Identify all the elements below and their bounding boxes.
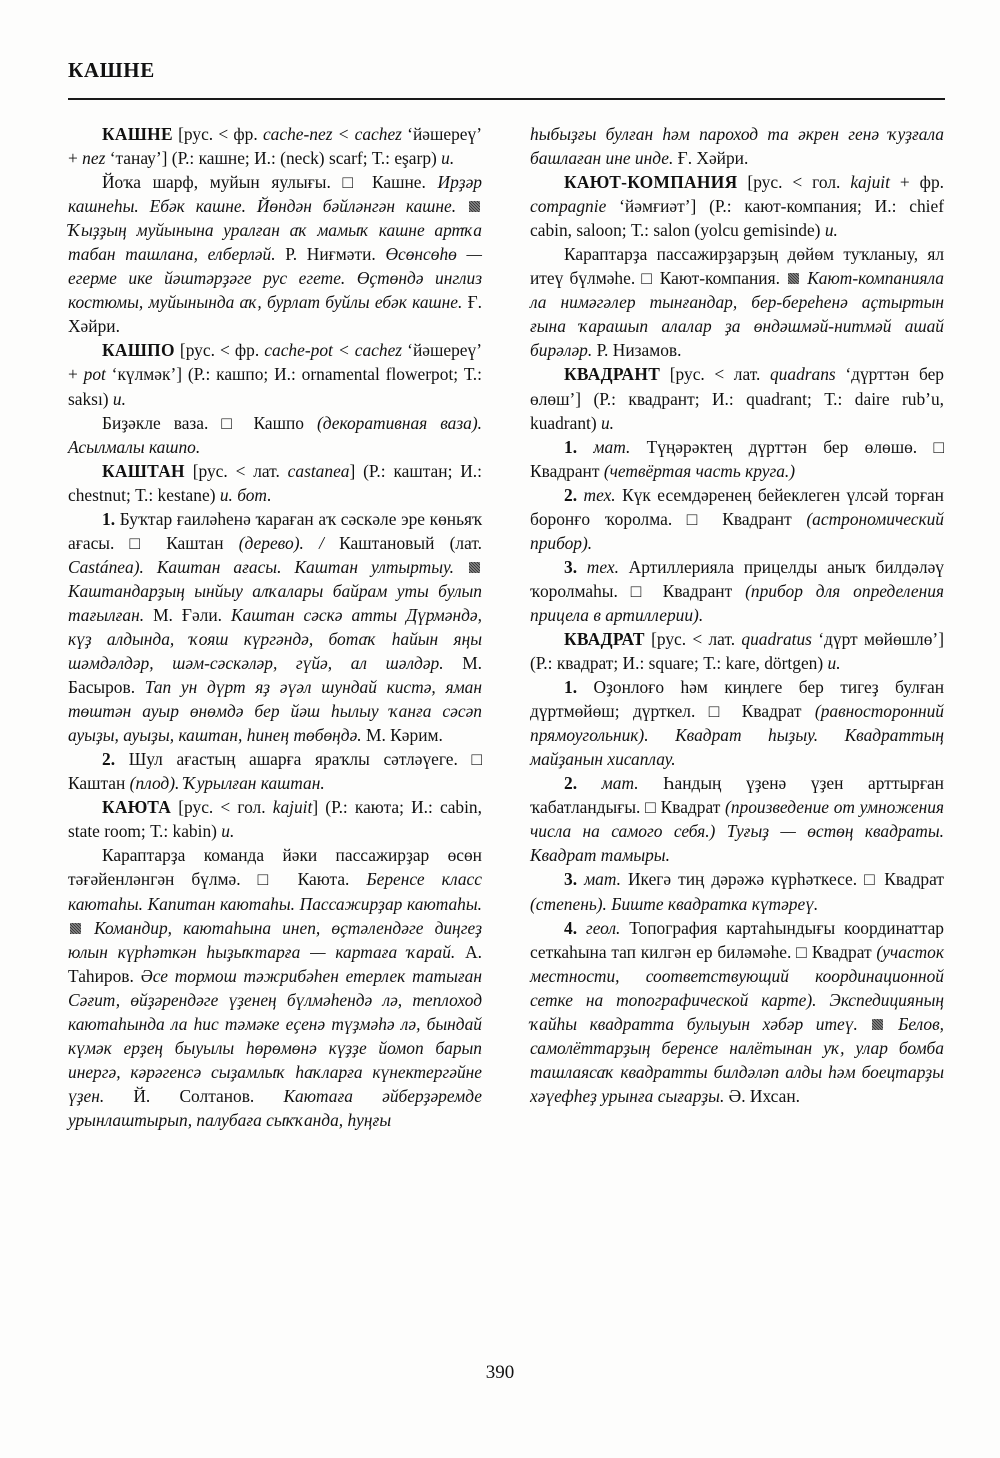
etymology-source-italic: quadrans (769, 364, 836, 385)
entry-kvadrant-sense-3 (530, 555, 944, 627)
right-column (530, 122, 944, 1132)
etymology-rest-2: ‘дүрт мөйөшлө’] (Р.: квадрат; И.: square; Т.: kare, dörtgen) (530, 628, 944, 674)
gloss-italic: (прибор для определения прицела в артиллерии). (530, 580, 944, 625)
citation-source: Р. Ниғмәти. (285, 244, 386, 265)
etymology-open: [рус. < лат. (660, 364, 770, 385)
entry-kvadrat-sense-2 (530, 771, 944, 867)
citation-quote-2: Әсе тормош тәжрибәһен етерлек татыған Сәғит, өйҙәрендәге үҙенең бүлмәһендә лә, теплоход каютаһында ла һис тәмәке еҫенә түҙмәһә лә, бындай күмәк ерҙең быуылы һөрөмөнә күҙҙе йомоп барып инергә, кәрәгенсә сыҙамлыҡ һаҡларға күнектергәйне үҙен. (68, 965, 482, 1106)
etymology-source-italic-2: nez (82, 148, 106, 169)
domain-label: мат. (601, 773, 639, 794)
entry-kvadrant-sense-2 (530, 483, 944, 555)
gloss-plain: Каштановый (лат. (339, 532, 482, 553)
citation-source-2: М. Басыров. (68, 653, 482, 698)
definition-text: Түңәрәктең дүрттән бер өлөшө. □ Квадрант (530, 436, 944, 481)
part-of-speech: и. (441, 148, 455, 169)
etymology-source-italic: cache-nez < cachez (262, 124, 402, 144)
entry-kvadrat-sense-4 (530, 916, 944, 1108)
etymology-open: [рус. < гол. (737, 172, 851, 193)
sense-number: 2. (102, 749, 116, 770)
entry-kayuta-head (68, 795, 482, 843)
citation-source: А. Таһиров. (68, 941, 482, 986)
citation-quote-2: Өсөнсөһө — егерме ике йәштәрҙәге рус егете. Өҫтөндә инглиз костюмы, муйынында аҡ, бурлат буйлы ебәк кашне. (68, 244, 482, 313)
domain-label: тех. (586, 556, 619, 577)
domain-label: мат. (584, 869, 621, 890)
etymology-rest-2: ‘күлмәк’] (Р.: кашпо; И.: ornamental flowerpot; Т.: saksı) (68, 364, 482, 409)
citation-source-2: Ғ. Хәйри. (68, 292, 482, 337)
citation-quote: Белов, самолёттарҙың беренсе налётынан уҡ, улар бомба ташлаясаҡ квадратты билдәләп алды һәм боецтарҙы хәүефһеҙ урынға сығарҙы. (530, 1013, 944, 1106)
sense-number: 2. (564, 773, 578, 794)
gloss-italic: (равносторонний прямоугольник). Квадрат һыҙыу. Квадраттың майҙанын хисаплау. (530, 701, 944, 770)
etymology-open: [рус. < гол. (171, 797, 273, 818)
left-column (68, 122, 482, 1132)
example-italic: Ирҙәр кашнеһы. Ебәк кашне. Йөндән бәйләнгән кашне. (68, 172, 482, 217)
example-italic: (декоративная ваза). Асылмалы кашпо. (68, 412, 482, 457)
entry-kvadrant-head (530, 362, 944, 434)
citation-quote-continued: һыбыҙғы булған һәм пароход та әкрен генә ҡуҙғала башлаған ине инде. (530, 124, 944, 169)
sense-number: 2. (564, 484, 578, 505)
citation-quote: Ҡыҙҙың муйынына уралған аҡ мамыҡ кашне артҡа табан ташлана, елберләй. (68, 220, 482, 265)
etymology-open: [рус. < лат. (184, 460, 288, 481)
part-of-speech: и. (112, 388, 126, 409)
entry-kashtan-sense-2 (68, 747, 482, 795)
definition-text: Һандың үҙенә үҙен арттырған ҡабатландығы. □ Квадрат (530, 773, 944, 818)
entry-kayut-kompaniya-head (530, 170, 944, 242)
entry-kashtan-head (68, 459, 482, 507)
sense-number: 4. (564, 917, 578, 938)
entry-kashpo-body (68, 411, 482, 459)
gloss-italic: (участок местности, соответствующий координационной сетке на топографической карте). Экспедицияның ҡайһы квадратта булыуын хәбәр итеү. (530, 941, 944, 1034)
entry-kvadrat-sense-1 (530, 675, 944, 771)
filled-square-marker-icon (70, 923, 81, 934)
etymology-source-italic: castanea (287, 460, 350, 481)
entry-kashne-body (68, 170, 482, 338)
definition-text: Биҙәкле ваза. □ Кашпо (102, 412, 317, 433)
entry-kashne-head (68, 122, 482, 170)
entry-kvadrat-head (530, 627, 944, 675)
definition-text: Артиллерияла прицелды аныҡ билдәләү ҡоролмаһы. □ Квадрант (530, 556, 944, 601)
part-of-speech: и. (600, 412, 615, 433)
etymology-source-italic: cache-pot < cachez (264, 340, 403, 361)
definition-text: Оҙонлоғо һәм киңлеге бер тигеҙ булған дүртмөйөш; дүрткел. □ Квадрат (530, 677, 944, 722)
gloss-italic: (плод). Ҡурылған каштан. (129, 773, 325, 794)
definition-text: Күк есемдәренең бейеклеген үлсәй торған боронғо ҡоролма. □ Квадрант (530, 484, 944, 529)
entry-kashpo-head (68, 338, 482, 410)
citation-source: Ғ. Хәйри. (677, 148, 749, 169)
citation-quote: Каштандарҙың ынйыу алҡалары байрам уты булып тағылған. (68, 580, 482, 625)
filled-square-marker-icon (872, 1019, 883, 1030)
gloss-italic: (степень). Биште квадратка күтәреү. (530, 893, 819, 914)
sense-number: 1. (102, 508, 116, 529)
sense-number: 3. (564, 556, 578, 577)
definition-text: Караптарҙа команда йәки пассажирҙар өсөн тәғәйенләнгән бүлмә. □ Каюта. (68, 845, 482, 890)
page-number: 390 (485, 1362, 515, 1383)
definition-text: Буҡтар ғаиләһенә ҡараған аҡ сәскәле эре көньяҡ ағасы. □ Каштан (68, 508, 482, 553)
etymology-rest: ‘йәшереү’ + (68, 124, 483, 169)
citation-quote: Командир, каютаһына инеп, өҫтәлендәге диңгеҙ юлын күрһәткән һыҙыҡтарға — картаға ҡарай. (68, 917, 482, 962)
etymology-open: [рус. < лат. (644, 628, 742, 649)
gloss-italic: (четвёртая часть круга.) (603, 460, 796, 481)
citation-source: Р. Низамов. (596, 340, 682, 361)
citation-quote-3: Тап ун дүрт яҙ әүәл шундай кистә, яман төштән ауыр өнөмдә бер йәш һылыу ҡанға сәсәп ауыҙы, ауыҙы, каштан, һинең төбөңдә. (68, 677, 482, 746)
entry-kvadrant-sense-1 (530, 435, 944, 483)
etymology-open: [рус. < фр. (172, 124, 263, 144)
part-of-speech: и. (221, 821, 235, 842)
etymology-rest-2: ‘йәмғиәт’] (Р.: кают-компания; И.: chief cabin, saloon; Т.: salon (yolcu gemisinde) (530, 196, 944, 241)
headword: КАЮТ-КОМПАНИЯ (564, 172, 738, 193)
domain-label: тех. (583, 484, 616, 505)
part-of-speech: и. (827, 653, 841, 674)
definition-text: Караптарҙа пассажирҙарҙың дөйөм туҡланыу, ял итеү бүлмәһе. □ Кают-компания. (530, 244, 944, 289)
etymology-rest: ‘йәшереү’ + (68, 340, 482, 385)
entry-kvadrat-sense-3 (530, 867, 944, 915)
definition-text: Топография картаһындығы координаттар сеткаһына тап килгән ер биләмәһе. □ Квадрат (530, 917, 944, 962)
header-rule (68, 98, 945, 100)
citation-source: М. Ғәли. (153, 604, 232, 625)
etymology-source-italic: quadratus (741, 628, 812, 649)
headword: КАЮТА (102, 797, 172, 818)
part-of-speech: и. бот. (219, 484, 272, 505)
domain-label: геол. (585, 917, 621, 938)
etymology-rest: + фр. (889, 172, 944, 193)
etymology-rest-2: ‘танау’] (Р.: кашне; И.: (neck) scarf; Т.: eşarp) (105, 148, 442, 169)
gloss-italic: (дерево). / (238, 532, 340, 553)
filled-square-marker-icon (469, 562, 480, 573)
etymology-open: [рус. < фр. (174, 340, 265, 361)
headword: КАШПО (102, 340, 175, 361)
entry-kayuta-body (68, 843, 482, 1132)
etymology-source-italic-2: compagnie (530, 196, 607, 217)
etymology-rest-2: ‘дүрттән бер өлөш’] (Р.: квадрант; И.: quadrant; Т.: daire rub’u, kuadrant) (530, 364, 944, 433)
gloss-italic: (астрономический прибор). (530, 508, 944, 553)
etymology-rest-2: ] (Р.: каюта; И.: cabin, state room; Т.: kabin) (68, 797, 482, 842)
citation-source: Ә. Ихсан. (728, 1085, 800, 1106)
citation-quote: Кают-компанияла ла нимәгәлер тынғандар, бер-береһенә аҫтыртын ғына ҡарашып алалар ҙа өндәшмәй-нитмәй ашай бирәләр. (530, 268, 944, 361)
sense-number: 1. (564, 436, 578, 457)
sense-number: 1. (564, 677, 578, 698)
definition-text: Йоҡа шарф, муйын яулығы. □ Кашне. (102, 172, 438, 193)
citation-quote-2: Каштан сәскә атты Дүрмәндә, күҙ алдында, ҡояш күргәндә, ботаҡ һайын яңы шәмдәлдәр, шәм-сәскәләр, гүйә, ал шәлдәр. (68, 604, 482, 674)
latin-name-italic: Castánea). Каштан ағасы. Каштан ултыртыу. (68, 556, 467, 577)
citation-source-3: М. Кәрим. (366, 725, 443, 746)
filled-square-marker-icon (469, 201, 480, 212)
citation-source-2: Й. Солтанов. (133, 1085, 284, 1106)
etymology-source-italic: kajuit (272, 797, 313, 818)
definition-text: Икегә тиң дәрәжә күрһәткесе. □ Квадрат (620, 869, 944, 890)
entry-kayuta-continuation (530, 122, 944, 170)
etymology-source-italic: kajuit (850, 172, 890, 193)
headword: КАШТАН (102, 460, 185, 481)
definition-text: Шул ағастың ашарға яраҡлы сәтләүеге. □ Каштан (68, 749, 482, 794)
part-of-speech: и. (824, 220, 838, 241)
etymology-source-italic-2: pot (83, 364, 106, 385)
headword: КВАДРАТ (564, 628, 645, 649)
example-italic: Беренсе класс каютаһы. Капитан каютаһы. Пассажирҙар каютаһы. (68, 869, 482, 914)
sense-number: 3. (564, 869, 578, 890)
headword: КВАДРАНТ (564, 364, 661, 385)
running-head: КАШНЕ (68, 58, 155, 82)
gloss-italic: (произведение от умножения числа на самого себя.) Туғыҙ — өстөң квадраты. Квадрат тамыры. (530, 797, 944, 866)
headword: КАШНЕ (102, 124, 173, 144)
column-container (68, 122, 945, 1132)
entry-kashtan-sense-1 (68, 507, 482, 747)
filled-square-marker-icon (788, 273, 799, 284)
entry-kayut-kompaniya-body (530, 242, 944, 362)
etymology-rest-2: ] (Р.: каштан; И.: chestnut; Т.: kestane) (68, 460, 482, 505)
citation-quote-3: Каютаға әйберҙәремде урынлаштырып, палубаға сыҡҡанда, һуңғы (68, 1085, 482, 1130)
domain-label: мат. (593, 436, 631, 457)
